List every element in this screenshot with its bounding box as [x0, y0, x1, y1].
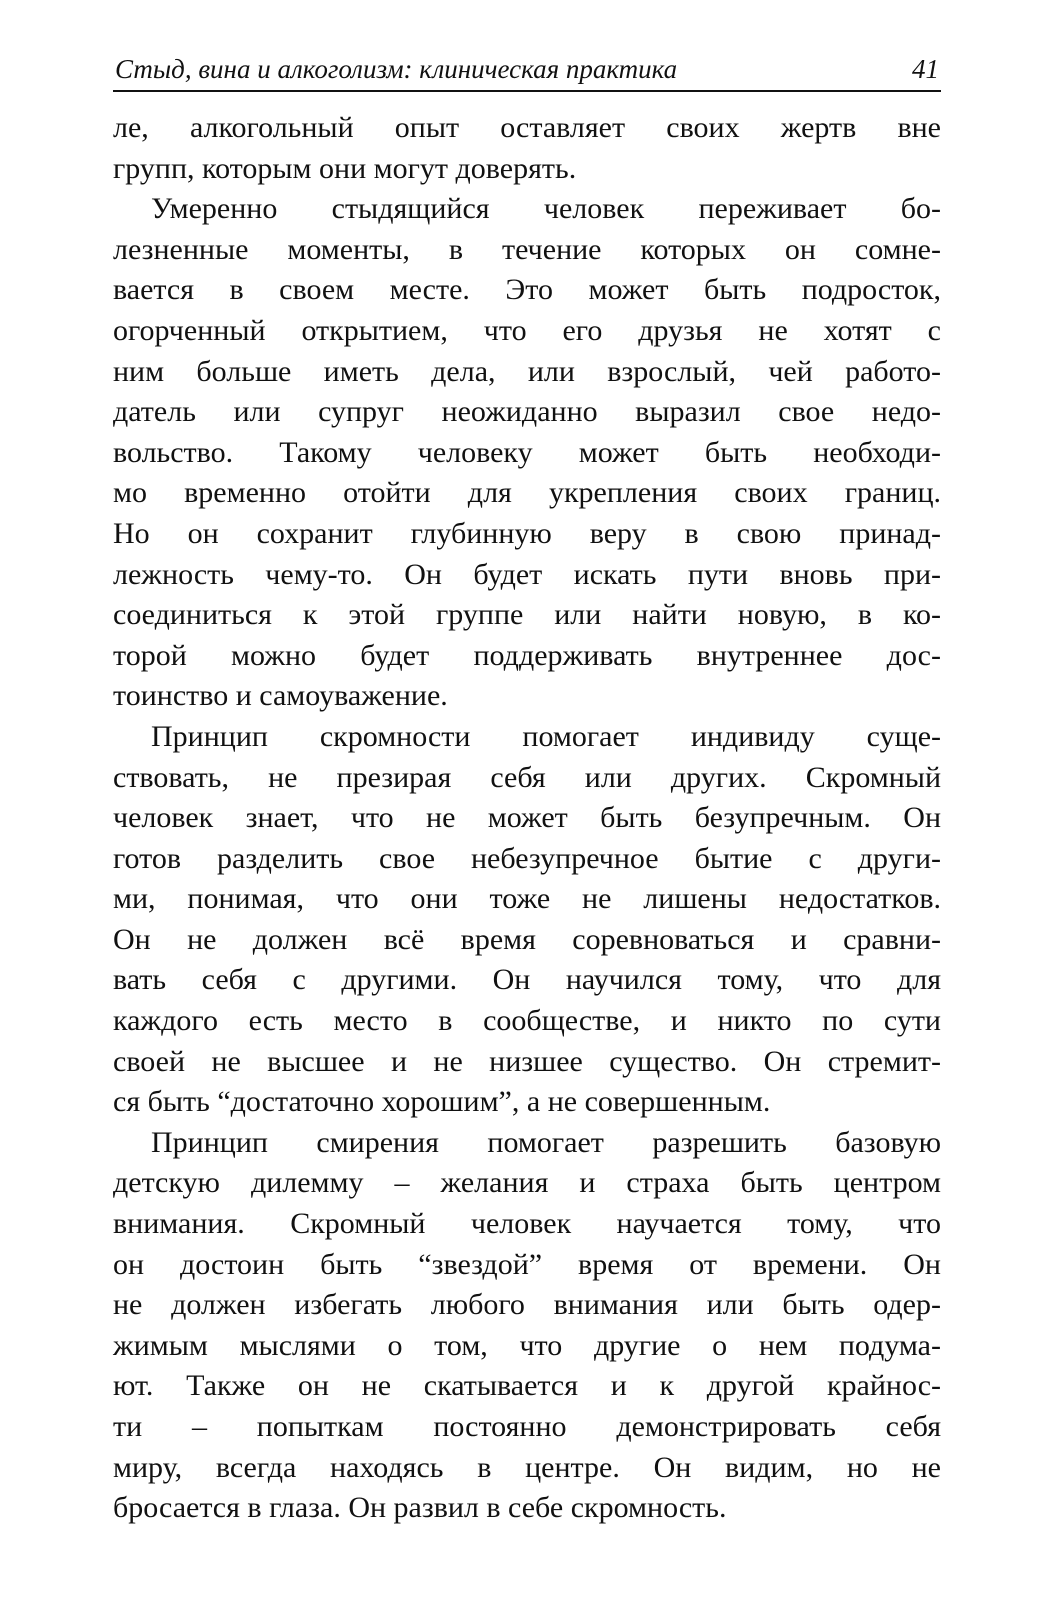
text-line: вать себя с другими. Он научился тому, что для: [113, 963, 941, 997]
text-line: ся быть “достаточно хорошим”, а не совершенным.: [113, 1085, 771, 1119]
text-line: тоинство и самоуважение.: [113, 679, 448, 713]
text-line: лежность чему-то. Он будет искать пути вновь при-: [113, 557, 941, 591]
paragraph-modesty-principle: [113, 717, 941, 1123]
text-line: ти – попыткам постоянно демонстрировать себя: [113, 1410, 941, 1443]
paragraph-moderate-shame: [113, 189, 941, 717]
body-text: [113, 108, 941, 1529]
paragraph-humility-principle: [113, 1123, 941, 1529]
text-line: вольство. Такому человеку может быть необходи-: [113, 435, 941, 469]
text-line: человек знает, что не может быть безупречным. Он: [113, 801, 941, 835]
text-line: детскую дилемму – желания и страха быть центром: [113, 1166, 941, 1200]
text-line: готов разделить свое небезупречное бытие с други-: [113, 841, 941, 875]
text-line: жимым мыслями о том, что другие о нем подума-: [113, 1328, 941, 1362]
text-line: лезненные моменты, в течение которых он сомне-: [113, 232, 941, 266]
text-line: внимания. Скромный человек научается тому, что: [113, 1207, 941, 1241]
text-line: соединиться к этой группе или найти новую, в ко-: [113, 598, 941, 632]
text-line: датель или супруг неожиданно выразил свое недо-: [113, 395, 941, 429]
paragraph-continuation: [113, 108, 941, 189]
text-line: Умеренно стыдящийся человек переживает бо-: [151, 192, 941, 226]
text-line: ствовать, не презирая себя или других. Скромный: [113, 760, 941, 794]
text-line: вается в своем месте. Это может быть подросток,: [113, 273, 941, 307]
text-line: ле, алкогольный опыт оставляет своих жертв вне: [113, 111, 941, 144]
text-line: Принцип смирения помогает разрешить базовую: [151, 1125, 941, 1159]
text-line: бросается в глаза. Он развил в себе скромность.: [113, 1491, 727, 1525]
text-line: мо временно отойти для укрепления своих границ.: [113, 476, 941, 510]
text-line: ют. Также он не скатывается и к другой крайнос-: [113, 1369, 941, 1403]
text-line: Принцип скромности помогает индивиду суще-: [151, 719, 941, 753]
text-line: своей не высшее и не низшее существо. Он стремит-: [113, 1044, 941, 1078]
text-line: он достоин быть “звездой” время от времени. Он: [113, 1247, 941, 1281]
running-header: [113, 52, 941, 92]
text-line: миру, всегда находясь в центре. Он видим, но не: [113, 1450, 941, 1484]
page-number: 41: [912, 54, 939, 84]
text-line: Он не должен всё время соревноваться и сравни-: [113, 922, 941, 956]
text-line: ним больше иметь дела, или взрослый, чей работо-: [113, 354, 941, 388]
text-line: ми, понимая, что они тоже не лишены недостатков.: [113, 882, 941, 916]
text-line: Но он сохранит глубинную веру в свою принад-: [113, 516, 941, 550]
text-line: торой можно будет поддерживать внутреннее дос-: [113, 638, 941, 672]
text-line: не должен избегать любого внимания или быть одер-: [113, 1288, 941, 1322]
text-line: групп, которым они могут доверять.: [113, 151, 577, 185]
text-line: огорченный открытием, что его друзья не хотят с: [113, 313, 941, 347]
text-line: каждого есть место в сообществе, и никто по сути: [113, 1004, 941, 1038]
running-title: Стыд, вина и алкоголизм: клиническая практика: [115, 54, 678, 84]
